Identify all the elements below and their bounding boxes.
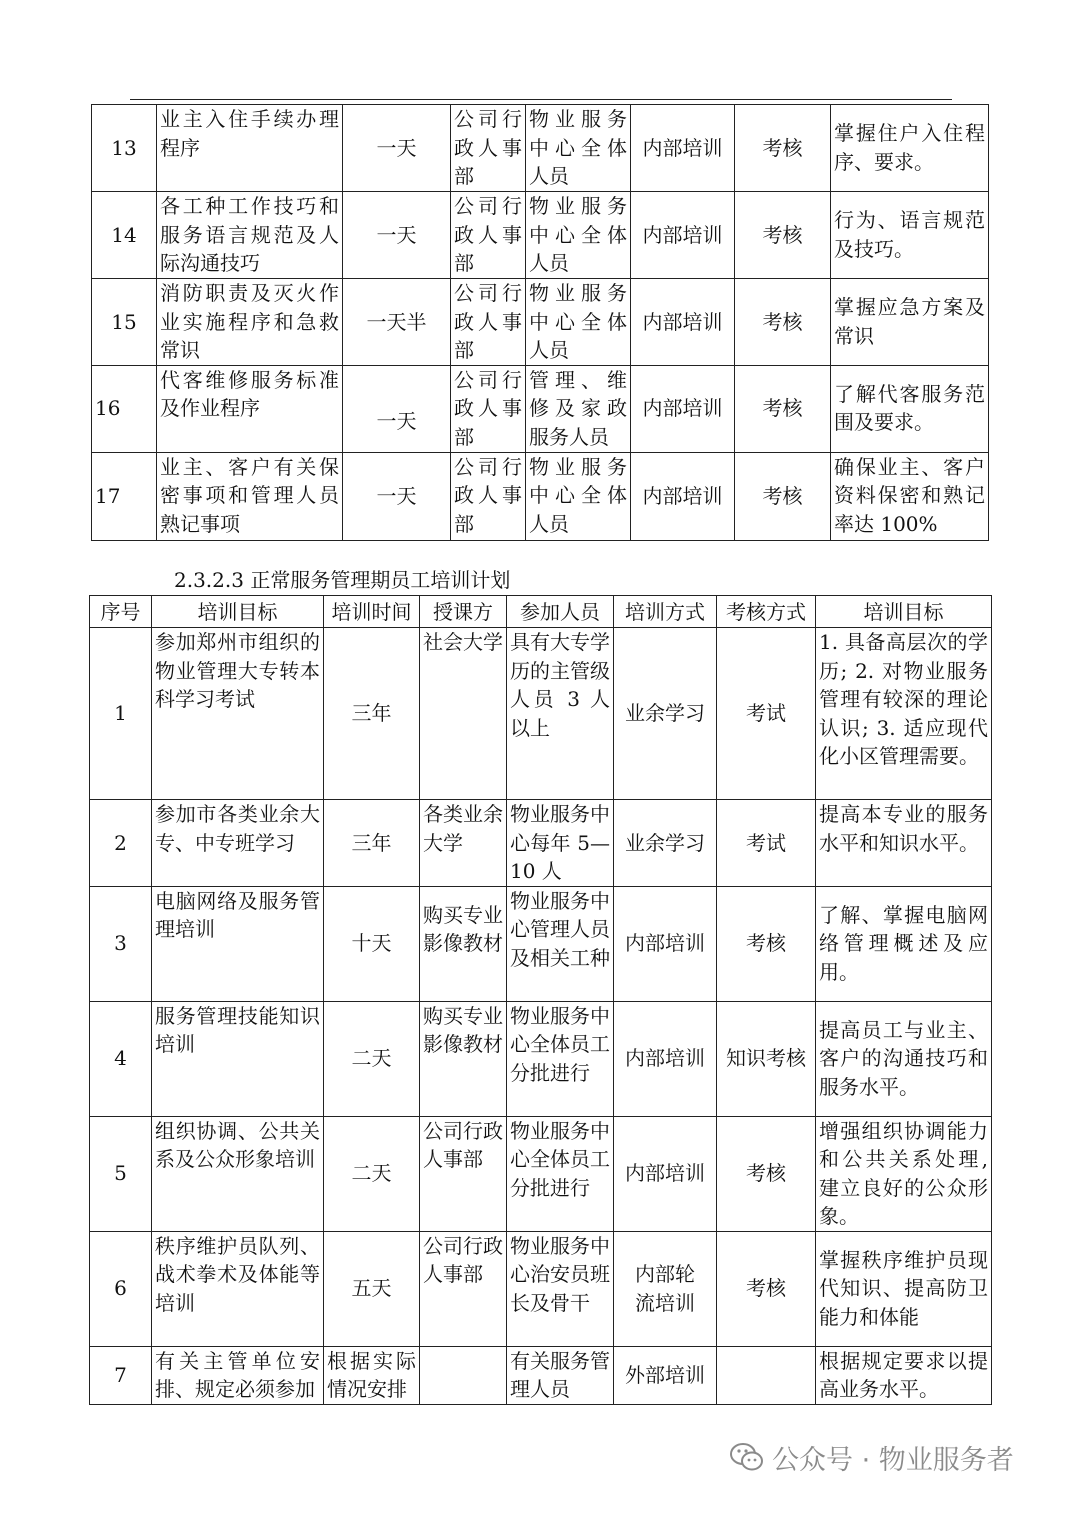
row-number: 6 <box>90 1231 152 1346</box>
training-time: 五天 <box>324 1231 420 1346</box>
training-goal: 行为、语言规范及技巧。 <box>831 192 989 279</box>
training-goal: 增强组织协调能力和公共关系处理, 建立良好的公众形象。 <box>816 1116 992 1231</box>
training-method: 内部培训 <box>614 1001 717 1116</box>
section-title: 2.3.2.3 正常服务管理期员工培训计划 <box>174 568 511 592</box>
assessment-method: 考核 <box>735 279 831 366</box>
participants: 具有大专学历的主管级人员 3 人以上 <box>507 628 614 800</box>
training-method: 外部培训 <box>614 1346 717 1404</box>
training-goal: 确保业主、客户资料保密和熟记率达 100% <box>831 452 989 540</box>
training-content: 组织协调、公共关系及公众形象培训 <box>152 1116 324 1231</box>
row-number: 4 <box>90 1001 152 1116</box>
training-goal: 了解、掌握电脑网络管理概述及应用。 <box>816 886 992 1001</box>
row-number: 5 <box>90 1116 152 1231</box>
participants: 物业服务中心全体人员 <box>526 452 631 540</box>
training-content: 业主入住手续办理程序 <box>157 105 343 192</box>
header-goal: 培训目标 <box>816 596 992 628</box>
training-content: 业主、客户有关保密事项和管理人员熟记事项 <box>157 452 343 540</box>
training-method: 内部培训 <box>631 105 735 192</box>
training-time: 根据实际情况安排 <box>324 1346 420 1404</box>
training-content: 消防职责及灭火作业实施程序和急救常识 <box>157 279 343 366</box>
training-method: 内部轮流培训 <box>614 1231 717 1346</box>
assessment-method: 考核 <box>735 105 831 192</box>
participants: 物业服务中心管理人员及相关工种 <box>507 886 614 1001</box>
training-content: 各工种工作技巧和服务语言规范及人际沟通技巧 <box>157 192 343 279</box>
training-time: 一天 <box>343 192 451 279</box>
training-goal: 根据规定要求以提高业务水平。 <box>816 1346 992 1404</box>
header-instructor: 授课方 <box>420 596 507 628</box>
participants: 物业服务中心全体人员 <box>526 192 631 279</box>
assessment-method: 考试 <box>717 628 816 800</box>
assessment-method <box>717 1346 816 1404</box>
training-content: 参加市各类业余大专、中专班学习 <box>152 800 324 887</box>
header-time: 培训时间 <box>324 596 420 628</box>
training-time: 一天 <box>343 365 451 452</box>
watermark <box>730 1437 1014 1477</box>
assessment-method: 考试 <box>717 800 816 887</box>
header-assessment: 考核方式 <box>717 596 816 628</box>
training-method: 内部培训 <box>614 1116 717 1231</box>
training-time: 一天 <box>343 452 451 540</box>
instructor: 公司行政人事部 <box>451 192 526 279</box>
header-content: 培训目标 <box>152 596 324 628</box>
wechat-icon <box>730 1442 764 1472</box>
table-row <box>92 105 989 192</box>
participants: 有关服务管理人员 <box>507 1346 614 1404</box>
header-participants: 参加人员 <box>507 596 614 628</box>
training-time: 三年 <box>324 800 420 887</box>
instructor: 购买专业影像教材 <box>420 886 507 1001</box>
participants: 物业服务中心治安员班长及骨干 <box>507 1231 614 1346</box>
table-row <box>90 1116 992 1231</box>
instructor: 公司行政人事部 <box>451 452 526 540</box>
table-row <box>90 1001 992 1116</box>
participants: 物业服务中心全体员工分批进行 <box>507 1116 614 1231</box>
training-time: 三年 <box>324 628 420 800</box>
header-method: 培训方式 <box>614 596 717 628</box>
training-method: 业余学习 <box>614 628 717 800</box>
row-number: 2 <box>90 800 152 887</box>
table-row <box>90 1231 992 1346</box>
training-time: 二天 <box>324 1116 420 1231</box>
participants: 物业服务中心每年 5—10 人 <box>507 800 614 887</box>
participants: 物业服务中心全体人员 <box>526 279 631 366</box>
row-number: 7 <box>90 1346 152 1404</box>
table-row <box>92 365 989 452</box>
participants: 管理、维修及家政服务人员 <box>526 365 631 452</box>
instructor <box>420 1346 507 1404</box>
assessment-method: 考核 <box>735 192 831 279</box>
table-header-row <box>90 596 992 628</box>
table-row <box>90 886 992 1001</box>
table-row <box>90 800 992 887</box>
training-method: 内部培训 <box>614 886 717 1001</box>
row-number: 16 <box>92 365 157 452</box>
training-content: 有关主管单位安排、规定必须参加 <box>152 1346 324 1404</box>
training-content: 秩序维护员队列、战术拳术及体能等培训 <box>152 1231 324 1346</box>
table-row <box>90 628 992 800</box>
row-number: 14 <box>92 192 157 279</box>
header-no: 序号 <box>90 596 152 628</box>
training-goal: 掌握住户入住程序、要求。 <box>831 105 989 192</box>
row-number: 17 <box>92 452 157 540</box>
participants: 物业服务中心全体员工分批进行 <box>507 1001 614 1116</box>
page-header-rule <box>130 99 952 100</box>
assessment-method: 考核 <box>717 886 816 1001</box>
instructor: 各类业余大学 <box>420 800 507 887</box>
training-content: 服务管理技能知识培训 <box>152 1001 324 1116</box>
assessment-method: 考核 <box>717 1231 816 1346</box>
table-row <box>90 1346 992 1404</box>
training-goal: 提高员工与业主、客户的沟通技巧和服务水平。 <box>816 1001 992 1116</box>
training-time: 一天 <box>343 105 451 192</box>
table-row <box>92 192 989 279</box>
training-method: 内部培训 <box>631 192 735 279</box>
instructor: 购买专业影像教材 <box>420 1001 507 1116</box>
assessment-method: 考核 <box>735 365 831 452</box>
training-method: 内部培训 <box>631 452 735 540</box>
training-goal: 掌握秩序维护员现代知识、提高防卫能力和体能 <box>816 1231 992 1346</box>
training-content: 电脑网络及服务管理培训 <box>152 886 324 1001</box>
table-row <box>92 452 989 540</box>
training-method: 内部培训 <box>631 365 735 452</box>
instructor: 社会大学 <box>420 628 507 800</box>
training-plan-table <box>89 595 992 1405</box>
instructor: 公司行政人事部 <box>420 1116 507 1231</box>
row-number: 13 <box>92 105 157 192</box>
training-time: 十天 <box>324 886 420 1001</box>
training-content: 参加郑州市组织的物业管理大专转本科学习考试 <box>152 628 324 800</box>
instructor: 公司行政人事部 <box>451 365 526 452</box>
training-goal: 掌握应急方案及常识 <box>831 279 989 366</box>
training-method: 内部培训 <box>631 279 735 366</box>
instructor: 公司行政人事部 <box>451 279 526 366</box>
training-time: 二天 <box>324 1001 420 1116</box>
table-row <box>92 279 989 366</box>
training-method: 业余学习 <box>614 800 717 887</box>
watermark-text: 公众号 · 物业服务者 <box>772 1444 1014 1476</box>
instructor: 公司行政人事部 <box>451 105 526 192</box>
training-goal: 了解代客服务范围及要求。 <box>831 365 989 452</box>
training-content: 代客维修服务标准及作业程序 <box>157 365 343 452</box>
row-number: 1 <box>90 628 152 800</box>
assessment-method: 考核 <box>717 1116 816 1231</box>
instructor: 公司行政人事部 <box>420 1231 507 1346</box>
row-number: 15 <box>92 279 157 366</box>
assessment-method: 考核 <box>735 452 831 540</box>
participants: 物业服务中心全体人员 <box>526 105 631 192</box>
training-goal: 提高本专业的服务水平和知识水平。 <box>816 800 992 887</box>
assessment-method: 知识考核 <box>717 1001 816 1116</box>
training-time: 一天半 <box>343 279 451 366</box>
training-table-continued <box>91 104 989 541</box>
row-number: 3 <box>90 886 152 1001</box>
training-goal: 1. 具备高层次的学历; 2. 对物业服务管理有较深的理论认识; 3. 适应现代化小区管理需要。 <box>816 628 992 800</box>
